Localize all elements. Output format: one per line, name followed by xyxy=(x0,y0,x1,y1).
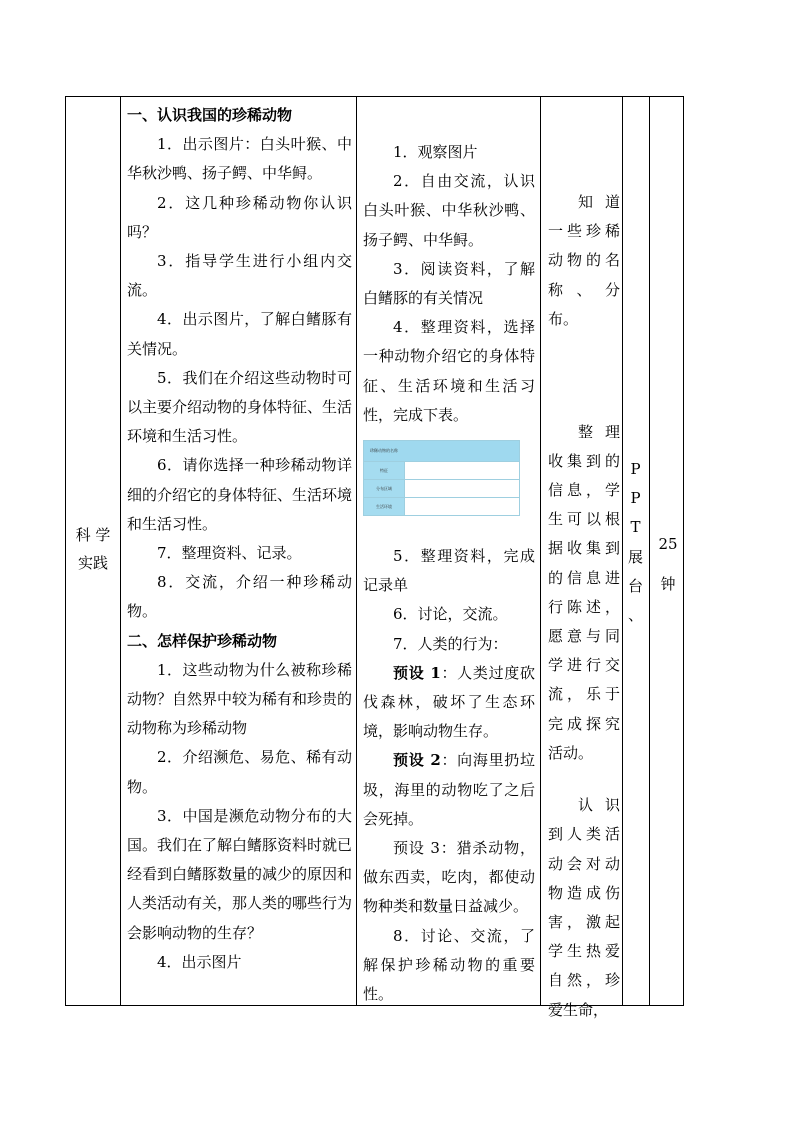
resource-cell xyxy=(623,455,648,630)
preset-answer xyxy=(363,746,535,834)
teacher-step: 5．我们在介绍这些动物时可以主要介绍动物的身体特征、生活环境和生活习性。 xyxy=(127,368,353,446)
record-table-row xyxy=(364,497,519,515)
record-table-header xyxy=(364,441,519,461)
preset-answer xyxy=(363,659,535,747)
record-table-label: 分布区域 xyxy=(364,480,404,497)
preset-text: ：向海里扔垃圾，海里的动物吃了之后会死掉。 xyxy=(363,751,535,828)
preset-text: ：人类过度砍伐森林，破坏了生态环境，影响动物生存。 xyxy=(363,663,535,741)
intent-text: 认识到人类活动会对动物造成伤害，激起学生热爱自然，珍爱生命， xyxy=(548,796,620,1019)
teacher-step: 8．交流，介绍一种珍稀动物。 xyxy=(127,573,352,621)
teacher-step: 3．中国是濒危动物分布的大国。我们在了解白鳍豚资料时就已经看到白鳍豚数量的减少的原因和人类活动有关，那人类的哪些行为会影响动物的生存？ xyxy=(127,806,353,942)
teacher-step: 1．出示图片：白头叶猴、中华秋沙鸭、扬子鳄、中华鲟。 xyxy=(127,135,352,183)
student-step: 2．自由交流，认识白头叶猴、中华秋沙鸭、扬子鳄、中华鲟。 xyxy=(363,172,535,249)
time-value: 25 xyxy=(658,535,678,553)
student-step: 6．讨论，交流。 xyxy=(393,605,508,624)
teacher-step: 1．这些动物为什么被称珍稀动物？自然界中较为稀有和珍贵的动物称为珍稀动物 xyxy=(127,660,353,738)
student-step: 1．观察图片 xyxy=(393,143,478,161)
record-table-label: 生活环境 xyxy=(364,498,404,515)
section-heading: 二、怎样保护珍稀动物 xyxy=(127,631,278,650)
record-table-label: 特征 xyxy=(364,462,404,479)
teacher-step: 3．指导学生进行小组内交流。 xyxy=(127,252,352,300)
student-step: 7．人类的行为： xyxy=(393,634,508,653)
teacher-step: 7．整理资料、记录。 xyxy=(157,544,302,563)
subject-cell xyxy=(66,521,120,577)
column-divider xyxy=(356,97,357,1005)
column-divider xyxy=(649,97,650,1005)
record-table-row xyxy=(364,479,519,497)
lesson-table xyxy=(65,96,684,1019)
student-activity-cell xyxy=(363,138,535,1009)
record-table-blank xyxy=(404,498,519,515)
intent-text: 整理收集到的信息，学生可以根据收集到的信息进行陈述，愿意与同学进行交流，乐于完成探究活动。 xyxy=(548,422,620,762)
time-cell xyxy=(651,524,685,604)
resource-char: P xyxy=(630,489,641,508)
teacher-step: 4．出示图片 xyxy=(157,952,242,971)
student-step: 4．整理资料，选择一种动物介绍它的身体特征、生活环境和生活习性，完成下表。 xyxy=(363,318,535,424)
column-divider xyxy=(540,97,541,1005)
teacher-activity-cell xyxy=(127,101,352,977)
subject-line: 实践 xyxy=(77,554,108,572)
student-step: 3．阅读资料，了解白鳍豚的有关情况 xyxy=(363,259,535,308)
record-table-blank xyxy=(404,462,519,479)
student-step: 8．讨论、交流，了解保护珍稀动物的重要性。 xyxy=(363,926,535,1004)
resource-char: 台 xyxy=(627,576,643,595)
record-table-image xyxy=(363,440,520,516)
preset-answer: 预设 3：猎杀动物，做东西卖，吃肉，都使动物种类和数量日益减少。 xyxy=(363,839,535,916)
teacher-step: 6．请你选择一种珍稀动物详细的介绍它的身体特征、生活环境和生活习性。 xyxy=(127,456,353,533)
record-table-row xyxy=(364,461,519,479)
section-heading: 一、认识我国的珍稀动物 xyxy=(127,106,293,124)
preset-label: 预设 2 xyxy=(393,751,441,770)
teacher-step: 4．出示图片，了解白鳍豚有关情况。 xyxy=(127,310,352,358)
resource-char: 、 xyxy=(627,606,643,625)
resource-char: P xyxy=(630,460,641,478)
subject-line: 科 学 xyxy=(75,526,111,544)
teacher-step: 2．介绍濒危、易危、稀有动物。 xyxy=(127,748,352,796)
record-table-blank xyxy=(404,480,519,497)
preset-label: 预设 1 xyxy=(393,663,441,682)
resource-char: T xyxy=(630,518,641,537)
record-table-title: 珍稀动物的名称 xyxy=(370,448,398,454)
time-unit: 钟 xyxy=(660,575,676,593)
teacher-step: 2．这几种珍稀动物你认识吗？ xyxy=(127,193,352,241)
intent-text: 知道一些珍稀动物的名称、分布。 xyxy=(548,193,620,328)
column-divider xyxy=(120,97,121,1005)
resource-char: 展 xyxy=(627,547,643,566)
design-intent-cell xyxy=(548,188,620,1025)
student-step: 5．整理资料，完成记录单 xyxy=(363,547,535,595)
